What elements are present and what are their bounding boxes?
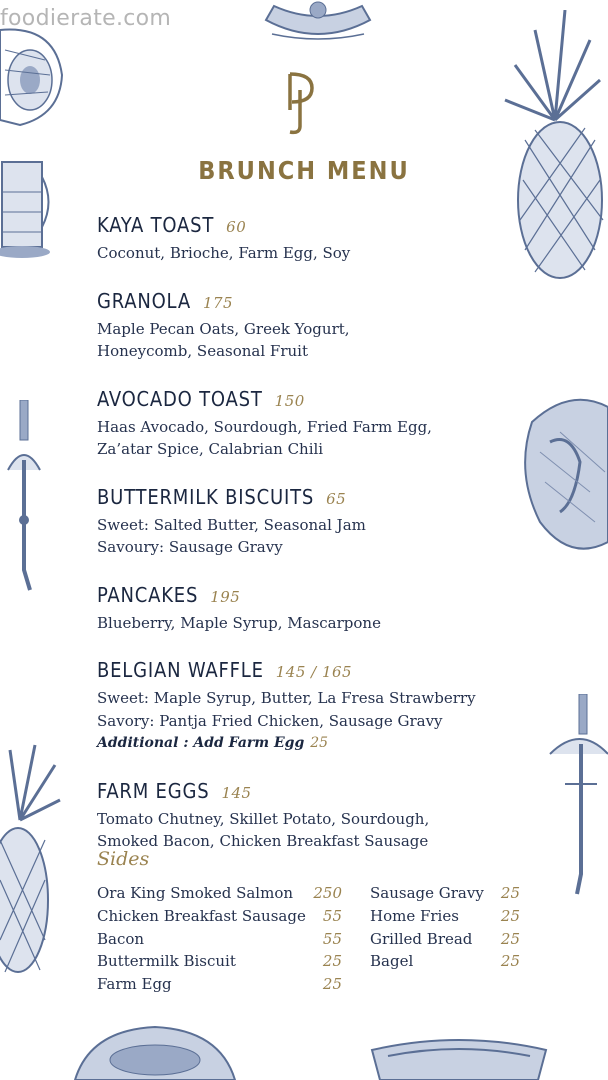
item-price: 145 / 165 bbox=[275, 663, 353, 681]
side-price: 55 bbox=[322, 906, 342, 925]
sides-column-right bbox=[370, 882, 520, 973]
item-name: FARM EGGS bbox=[97, 778, 210, 803]
item-name: BUTTERMILK BISCUITS bbox=[97, 484, 315, 509]
item-description: Tomato Chutney, Skillet Potato, Sourdough, bbox=[97, 809, 430, 828]
fork-illustration-left bbox=[0, 400, 45, 595]
watermark: foodierate.com bbox=[0, 6, 172, 31]
side-name: Bagel bbox=[370, 952, 414, 971]
item-price: 60 bbox=[226, 218, 247, 236]
additional-price: 25 bbox=[310, 735, 329, 751]
bowl-illustration-top bbox=[262, 0, 374, 44]
bowl-illustration-bottom-right bbox=[368, 1030, 550, 1080]
side-price: 25 bbox=[500, 906, 520, 925]
item-name: KAYA TOAST bbox=[97, 213, 215, 237]
item-description: Haas Avocado, Sourdough, Fried Farm Egg, bbox=[97, 417, 432, 436]
side-name: Ora King Smoked Salmon bbox=[97, 884, 294, 902]
item-description: Sweet: Maple Syrup, Butter, La Fresa Strawberry bbox=[97, 689, 476, 707]
logo-monogram bbox=[282, 70, 318, 136]
side-item bbox=[97, 882, 342, 905]
menu-item-buttermilk-biscuits bbox=[97, 482, 517, 559]
side-price: 55 bbox=[322, 929, 342, 948]
side-item bbox=[97, 905, 342, 928]
side-price: 25 bbox=[500, 884, 520, 902]
item-description: Za’atar Spice, Calabrian Chili bbox=[97, 440, 324, 458]
side-price: 25 bbox=[500, 952, 520, 971]
item-price: 175 bbox=[202, 293, 234, 312]
side-item bbox=[97, 950, 342, 973]
additional-label: Additional : Add Farm Egg bbox=[97, 735, 305, 751]
side-price: 25 bbox=[322, 952, 342, 971]
item-description: Honeycomb, Seasonal Fruit bbox=[97, 342, 308, 360]
item-additional bbox=[97, 732, 517, 755]
item-price: 195 bbox=[210, 587, 241, 606]
menu-item-farm-eggs bbox=[97, 776, 517, 853]
item-description: Savoury: Sausage Gravy bbox=[97, 538, 283, 556]
side-name: Grilled Bread bbox=[370, 929, 473, 948]
menu-item-kaya-toast bbox=[97, 210, 517, 265]
side-item bbox=[370, 882, 520, 905]
side-price: 25 bbox=[500, 929, 520, 948]
gramophone-illustration bbox=[0, 20, 70, 130]
side-item bbox=[370, 928, 520, 951]
item-name: GRANOLA bbox=[97, 288, 191, 313]
menu-list bbox=[97, 210, 517, 874]
item-name: BELGIAN WAFFLE bbox=[97, 658, 264, 682]
item-name: AVOCADO TOAST bbox=[97, 386, 263, 411]
sides-column-left bbox=[97, 882, 342, 996]
fork-illustration-right bbox=[545, 694, 608, 899]
item-price: 150 bbox=[274, 391, 305, 410]
side-price: 25 bbox=[322, 975, 342, 994]
menu-item-belgian-waffle bbox=[97, 655, 517, 755]
item-description: Maple Pecan Oats, Greek Yogurt, bbox=[97, 319, 350, 338]
side-name: Home Fries bbox=[370, 906, 459, 925]
tray-illustration-bottom-left bbox=[70, 1025, 240, 1080]
item-name: PANCAKES bbox=[97, 582, 199, 607]
side-item bbox=[370, 950, 520, 973]
item-description: Sweet: Salted Butter, Seasonal Jam bbox=[97, 515, 366, 534]
item-description: Smoked Bacon, Chicken Breakfast Sausage bbox=[97, 832, 429, 850]
menu-item-granola bbox=[97, 286, 517, 363]
side-item bbox=[97, 973, 342, 996]
side-name: Chicken Breakfast Sausage bbox=[97, 906, 306, 925]
side-price: 250 bbox=[313, 884, 342, 902]
menu-title: BRUNCH MENU bbox=[198, 156, 410, 185]
steak-illustration-right bbox=[520, 392, 608, 552]
item-description: Savory: Pantja Fried Chicken, Sausage Gravy bbox=[97, 711, 443, 730]
item-price: 65 bbox=[326, 489, 347, 508]
menu-item-pancakes bbox=[97, 580, 517, 635]
pineapple-illustration-left bbox=[0, 740, 62, 980]
side-name: Bacon bbox=[97, 929, 145, 948]
side-item bbox=[97, 928, 342, 951]
item-description: Coconut, Brioche, Farm Egg, Soy bbox=[97, 244, 351, 262]
side-name: Sausage Gravy bbox=[370, 884, 484, 902]
side-item bbox=[370, 905, 520, 928]
item-price: 145 bbox=[221, 783, 252, 802]
sides-title: Sides bbox=[97, 848, 150, 870]
item-description: Blueberry, Maple Syrup, Mascarpone bbox=[97, 613, 381, 632]
side-name: Buttermilk Biscuit bbox=[97, 952, 236, 971]
side-name: Farm Egg bbox=[97, 975, 172, 994]
menu-item-avocado-toast bbox=[97, 384, 517, 461]
